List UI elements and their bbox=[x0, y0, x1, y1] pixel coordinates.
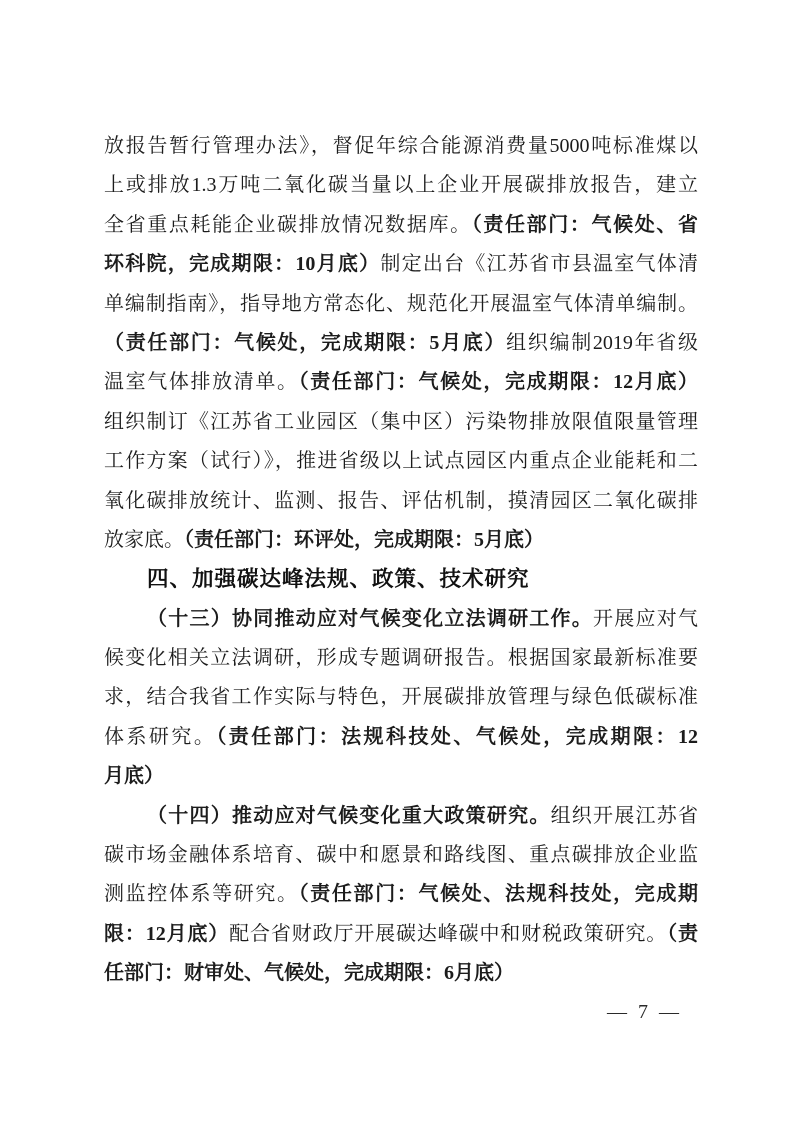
text-line bbox=[104, 757, 698, 796]
document-body bbox=[104, 127, 698, 994]
text-segment: 限：12月底） bbox=[104, 922, 230, 945]
text-segment: 组织制订《江苏省工业园区（集中区）污染物排放限值限量管理 bbox=[104, 410, 698, 433]
text-segment: 全省重点耗能企业碳排放情况数据库。 bbox=[104, 213, 472, 236]
text-segment: （责任部门：气候处、法规科技处，完成期 bbox=[298, 883, 699, 906]
text-line bbox=[104, 954, 698, 993]
text-line bbox=[104, 915, 698, 954]
page-number: — 7 — bbox=[607, 1001, 682, 1023]
text-segment: 上或排放1.3万吨二氧化碳当量以上企业开展碳排放报告，建立 bbox=[104, 174, 698, 197]
text-line bbox=[104, 718, 698, 757]
text-segment: （责任部门：环评处，完成期限：5月底） bbox=[184, 528, 544, 551]
text-segment: （责 bbox=[667, 922, 699, 945]
text-segment: 四、加强碳达峰法规、政策、技术研究 bbox=[147, 567, 530, 592]
section-heading bbox=[104, 560, 698, 599]
text-line bbox=[104, 442, 698, 481]
text-segment: 任部门：财审处、气候处，完成期限：6月底） bbox=[104, 962, 514, 985]
text-segment: 月底） bbox=[104, 765, 164, 788]
text-segment: 组织编制2019年省级 bbox=[506, 331, 699, 354]
text-segment: 组织开展江苏省 bbox=[550, 804, 699, 827]
text-segment: 求，结合我省工作实际与特色，开展碳排放管理与绿色低碳标准 bbox=[104, 686, 698, 709]
text-segment: 温室气体排放清单。 bbox=[104, 371, 299, 394]
text-line bbox=[104, 521, 698, 560]
text-segment: 体系研究。 bbox=[104, 725, 217, 748]
text-segment: 测监控体系等研究。 bbox=[104, 883, 299, 906]
text-segment: （责任部门：法规科技处、气候处，完成期限：12 bbox=[216, 725, 699, 748]
text-segment: （十三）协同推动应对气候变化立法调研工作。 bbox=[147, 607, 594, 630]
text-line bbox=[104, 206, 698, 245]
text-segment: 氧化碳排放统计、监测、报告、评估机制，摸清园区二氧化碳排 bbox=[104, 489, 698, 512]
text-line bbox=[104, 403, 698, 442]
text-line bbox=[104, 639, 698, 678]
text-segment: 单编制指南》，指导地方常态化、规范化开展温室气体清单编制。 bbox=[104, 292, 698, 315]
text-segment: 放报告暂行管理办法》，督促年综合能源消费量5000吨标准煤以 bbox=[104, 135, 698, 157]
text-segment: 开展应对气 bbox=[593, 607, 699, 630]
text-segment: 候变化相关立法调研，形成专题调研报告。根据国家最新标准要 bbox=[104, 647, 698, 670]
text-segment: 环科院，完成期限：10月底） bbox=[104, 253, 381, 276]
text-segment: （责任部门：气候处、省 bbox=[471, 213, 699, 236]
text-line bbox=[104, 324, 698, 363]
text-segment: （十四）推动应对气候变化重大政策研究。 bbox=[147, 804, 551, 827]
text-segment: 制定出台《江苏省市县温室气体清 bbox=[380, 253, 699, 276]
text-line bbox=[104, 797, 698, 836]
text-line bbox=[104, 166, 698, 205]
text-line bbox=[104, 127, 698, 166]
text-line bbox=[104, 363, 698, 402]
text-line bbox=[104, 678, 698, 717]
text-segment: 放家底。 bbox=[104, 528, 184, 551]
text-segment: 配合省财政厅开展碳达峰碳中和财税政策研究。 bbox=[229, 922, 668, 945]
text-line bbox=[104, 245, 698, 284]
text-line bbox=[104, 482, 698, 521]
text-line bbox=[104, 285, 698, 324]
text-segment: 碳市场金融体系培育、碳中和愿景和路线图、重点碳排放企业监 bbox=[104, 844, 698, 867]
text-line bbox=[104, 836, 698, 875]
text-line bbox=[104, 875, 698, 914]
text-segment: （责任部门：气候处，完成期限：5月底） bbox=[104, 331, 507, 354]
text-segment: 工作方案（试行）》，推进省级以上试点园区内重点企业能耗和二 bbox=[104, 450, 698, 473]
text-line bbox=[104, 600, 698, 639]
text-segment: （责任部门：气候处，完成期限：12月底） bbox=[298, 371, 699, 394]
